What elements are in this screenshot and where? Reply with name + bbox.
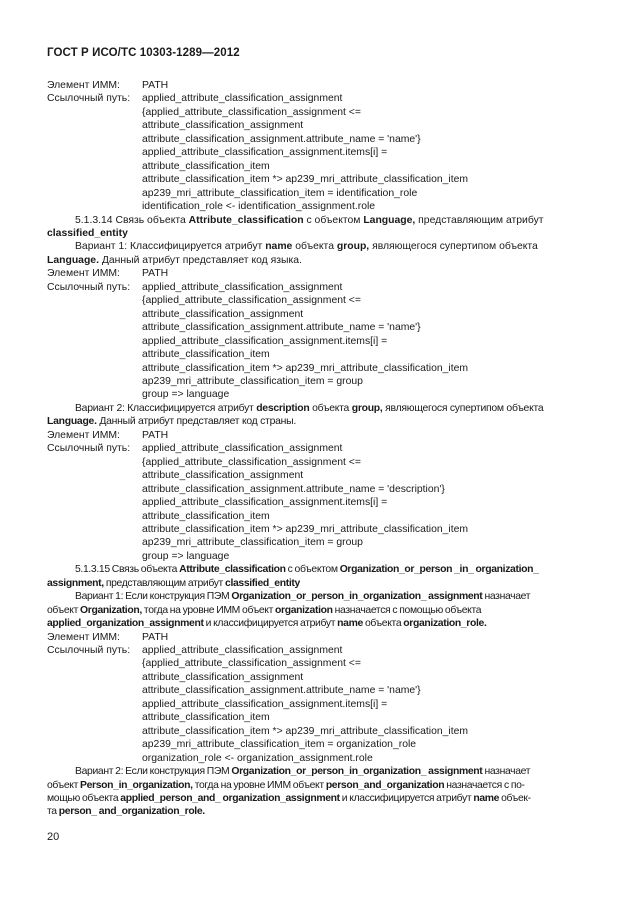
reference-path-line: attribute_classification_assignment.attribute_name = 'name'} bbox=[142, 133, 421, 145]
mim-element-row bbox=[47, 267, 584, 280]
reference-path-line: attribute_classification_item bbox=[142, 712, 270, 724]
reference-path-line: attribute_classification_assignment bbox=[142, 120, 304, 132]
section-heading-5-1-3-15: 5.1.3.15 Связь объекта Attribute_classification с объектом Organization_or_person _in_ organization_ bbox=[75, 564, 539, 576]
reference-path-line: attribute_classification_assignment.attribute_name = 'description'} bbox=[142, 483, 445, 495]
reference-path-line: applied_attribute_classification_assignment.items[i] = bbox=[142, 335, 388, 347]
reference-path-line: applied_attribute_classification_assignment bbox=[142, 645, 343, 657]
mim-element-label: Элемент ИММ: bbox=[47, 80, 120, 91]
mim-element-label: Элемент ИММ: bbox=[47, 631, 120, 643]
reference-path-line: organization_role <- organization_assignment.role bbox=[142, 752, 373, 764]
section-heading-continuation: classified_entity bbox=[47, 227, 128, 239]
variant-1-text: Вариант 1: Если конструкция ПЭМ Organization_or_person_in_organization_ assignment назначает bbox=[75, 591, 531, 603]
reference-path-line: {applied_attribute_classification_assignment <= bbox=[142, 106, 361, 118]
reference-path-line: attribute_classification_assignment bbox=[142, 671, 304, 683]
running-header: ГОСТ Р ИСО/ТС 10303-1289—2012 bbox=[47, 47, 240, 59]
variant-1-text: Вариант 1: Классифицируется атрибут name объекта group, являющегося супертипом объекта bbox=[75, 241, 538, 253]
reference-path-line: applied_attribute_classification_assignment.items[i] = bbox=[142, 147, 388, 159]
reference-path-line: ap239_mri_attribute_classification_item = group bbox=[142, 537, 363, 549]
variant-2-text: Вариант 2: Если конструкция ПЭМ Organization_or_person_in_organization_ assignment назначает bbox=[75, 766, 531, 778]
reference-path-line: ap239_mri_attribute_classification_item = organization_role bbox=[142, 739, 417, 751]
section-heading-continuation: assignment, представляющим атрибут classified_entity bbox=[47, 577, 300, 589]
reference-path-label: Ссылочный путь: bbox=[47, 443, 131, 455]
reference-path-line: attribute_classification_item *> ap239_mri_attribute_classification_item bbox=[142, 362, 469, 374]
reference-path-line: {applied_attribute_classification_assignment <= bbox=[142, 295, 361, 307]
variant-2-text: Вариант 2: Классифицируется атрибут description объекта group, являющегося супертипом объекта bbox=[75, 402, 544, 414]
mim-element-row bbox=[47, 79, 584, 92]
section-heading-5-1-3-14: 5.1.3.14 Связь объекта Attribute_classification с объектом Language, представляющим атрибут bbox=[75, 214, 544, 226]
page-body bbox=[47, 79, 584, 819]
reference-path-row bbox=[47, 644, 584, 657]
reference-path-line: group => language bbox=[142, 389, 230, 401]
mim-element-value: PATH bbox=[142, 631, 169, 643]
page-number: 20 bbox=[47, 831, 60, 843]
reference-path-row bbox=[47, 442, 584, 455]
reference-path-line: attribute_classification_item bbox=[142, 510, 270, 522]
variant-1-text-continuation: Language. Данный атрибут представляет код языка. bbox=[47, 254, 302, 266]
variant-1-text-continuation: applied_organization_assignment и классифицируется атрибут name объекта organization_role. bbox=[47, 618, 487, 630]
reference-path-line: identification_role <- identification_assignment.role bbox=[142, 201, 376, 213]
reference-path-line: applied_attribute_classification_assignment.items[i] = bbox=[142, 698, 388, 710]
reference-path-line: attribute_classification_item *> ap239_mri_attribute_classification_item bbox=[142, 174, 469, 186]
mim-element-value: PATH bbox=[142, 80, 169, 91]
mim-element-row bbox=[47, 429, 584, 442]
reference-path-label: Ссылочный путь: bbox=[47, 93, 131, 105]
mim-element-label: Элемент ИММ: bbox=[47, 268, 120, 280]
reference-path-line: attribute_classification_assignment.attribute_name = 'name'} bbox=[142, 322, 421, 334]
reference-path-line: ap239_mri_attribute_classification_item = identification_role bbox=[142, 187, 418, 199]
reference-path-line: group => language bbox=[142, 550, 230, 562]
reference-path-line: attribute_classification_assignment.attribute_name = 'name'} bbox=[142, 685, 421, 697]
reference-path-line: attribute_classification_item *> ap239_mri_attribute_classification_item bbox=[142, 725, 469, 737]
reference-path-line: attribute_classification_item *> ap239_mri_attribute_classification_item bbox=[142, 523, 469, 535]
mim-element-label: Элемент ИММ: bbox=[47, 429, 120, 441]
reference-path-line: attribute_classification_assignment bbox=[142, 470, 304, 482]
reference-path-label: Ссылочный путь: bbox=[47, 281, 131, 293]
variant-2-text-continuation: мощью объекта applied_person_and_ organization_assignment и классифицируется атрибут name объек- bbox=[47, 793, 531, 805]
reference-path-line: applied_attribute_classification_assignment bbox=[142, 443, 343, 455]
mim-element-value: PATH bbox=[142, 268, 169, 280]
reference-path-row bbox=[47, 92, 584, 105]
variant-1-text-continuation: объект Organization, тогда на уровне ИММ объект organization назначается с помощью объекта bbox=[47, 604, 482, 616]
reference-path-line: applied_attribute_classification_assignment.items[i] = bbox=[142, 497, 388, 509]
reference-path-line: applied_attribute_classification_assignment bbox=[142, 281, 343, 293]
reference-path-line: attribute_classification_assignment bbox=[142, 308, 304, 320]
reference-path-label: Ссылочный путь: bbox=[47, 645, 131, 657]
reference-path-line: ap239_mri_attribute_classification_item = group bbox=[142, 375, 363, 387]
mim-element-value: PATH bbox=[142, 429, 169, 441]
variant-2-text-continuation: та person_ and_organization_role. bbox=[47, 806, 205, 818]
reference-path-row bbox=[47, 281, 584, 294]
variant-2-text-continuation: объект Person_in_organization, тогда на уровне ИММ объект person_and_organization назначается с по- bbox=[47, 779, 525, 791]
reference-path-line: attribute_classification_item bbox=[142, 160, 270, 172]
reference-path-line: {applied_attribute_classification_assignment <= bbox=[142, 456, 361, 468]
reference-path-line: applied_attribute_classification_assignment bbox=[142, 93, 343, 105]
variant-2-text-continuation: Language. Данный атрибут представляет код страны. bbox=[47, 416, 296, 428]
mim-element-row bbox=[47, 631, 584, 644]
reference-path-line: {applied_attribute_classification_assignment <= bbox=[142, 658, 361, 670]
reference-path-line: attribute_classification_item bbox=[142, 349, 270, 361]
